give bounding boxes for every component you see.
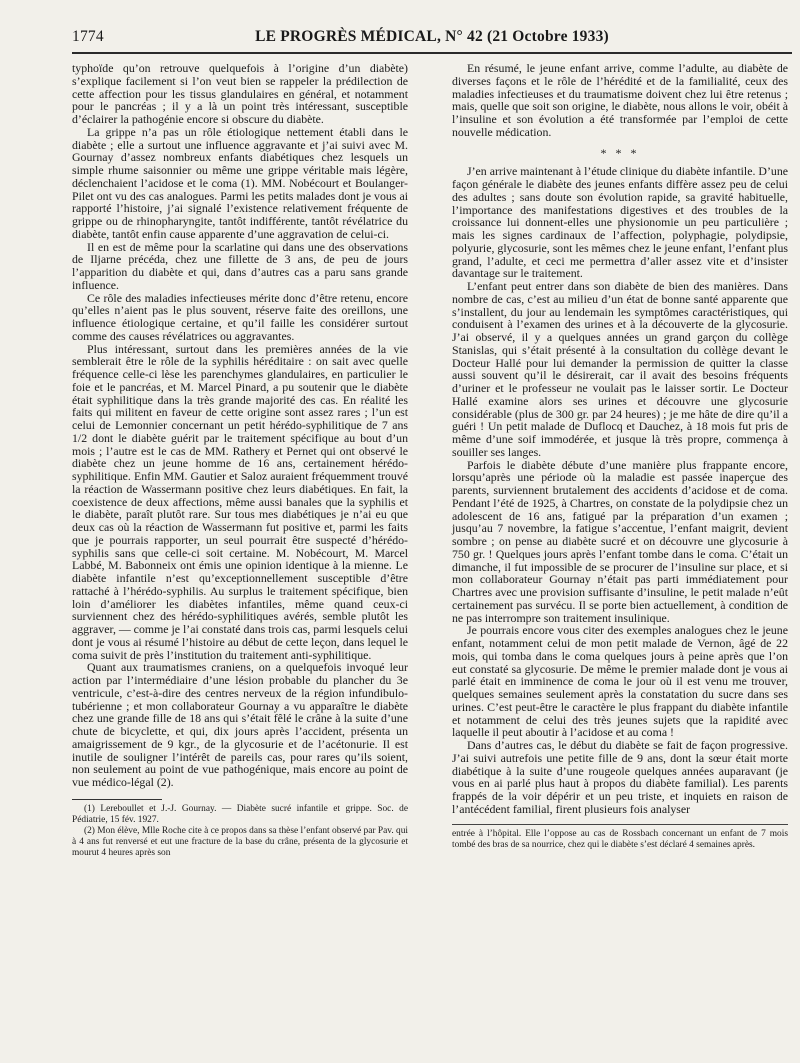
section-break-stars: * * *: [600, 145, 640, 160]
journal-name: LE PROGRÈS MÉDICAL,: [255, 28, 442, 45]
paragraph: En résumé, le jeune enfant arrive, comme l’adulte, au diabète de diverses façons et le rôle de l’hérédité et de la familialité, ceux des maladies infectieuses et du traumatisme doivent chez lui être retenus ; mais, quelle que soit son origine, le diabète, nous allons le voir, obéit à l’insuline et son évolution a été transformée par l’emploi de cette nouvelle médication.: [452, 61, 788, 139]
footnote-rule: [72, 799, 162, 800]
right-column: [452, 62, 788, 851]
paragraph: Plus intéressant, surtout dans les premières années de la vie semblerait être le rôle de la syphilis héréditaire : on sait avec quelle fréquence celle-ci lèse les parenchymes glandulaires, en particulier le foie et le pancréas, et M. Marcel Pinard, a pu soutenir que le diabète était syphilitique dans la très grande majorité des cas. En réalité les faits qui militent en faveur de cette origine sont assez rares ; l’un est celui de Lemonnier concernant un petit hérédo-syphilitique de 7 ans 1/2 dont le diabète guérit par le traitement spécifique au bout d’un mois ; l’autre est le cas de MM. Rathery et Pernet qui ont observé le diabète chez un jeune homme de 16 ans, certainement hérédo-syphilitique. Enfin MM. Gautier et Saloz auraient fréquemment trouvé la réaction de Wassermann positive chez leurs diabétiques. En fait, la coexistence de deux affections, même aussi banales que la syphilis et le diabète, paraît plutôt rare. Sur tous mes diabétiques je n’ai eu que deux cas où la réaction de Wassermann fut positive et, parmi les faits que je pourrais rapporter, un seul pourrait être suspecté d’hérédo-syphilis sans que celle-ci soit certaine. M. Nobécourt, M. Marcel Labbé, M. Babonneix ont émis une opinion identique à la mienne. Le diabète infantile n’est qu’exceptionnellement susceptible d’être rattaché à l’hérédo-syphilis. Au surplus le traitement spécifique, bien loin d’améliorer les diabètes infantiles, même quand ceux-ci surviennent chez des hérédo-syphilitiques avérés, semble plutôt les aggraver, — comme je l’ai constaté dans trois cas, parmi lesquels celui dont je vous ai résumé l’histoire au début de cette leçon, dans lequel le coma suivit de près l’institution du traitement anti-syphilitique.: [72, 341, 408, 662]
paragraph: Dans d’autres cas, le début du diabète se fait de façon progressive. J’ai suivi autrefois une petite fille de 9 ans, dont la sœur était morte diabétique à la suite d’une rougeole quelques années auparavant (je vous en ai parlé plus haut à propos du diabète familial). Les parents frappés de la voir dépérir et un peu triste, et inquiets en raison de l’antécédent familial, firent plusieurs fois analyser: [452, 738, 788, 816]
footnote: entrée à l’hôpital. Elle l’oppose au cas de Rossbach concernant un enfant de 7 mois tombé des bras de sa nourrice, chez qui le diabète s’est déclaré 4 semaines après.: [452, 828, 788, 850]
paragraph: La grippe n’a pas un rôle étiologique nettement établi dans le diabète ; elle a surtout une influence aggravante et j’ai suivi avec M. Gournay d’assez nombreux enfants diabétiques chez lesquels un simple rhume saisonnier ou même une grippe véritable mais légère, déclenchaient l’acidose et le coma (1). MM. Nobécourt et Boulanger-Pilet ont vu des cas analogues. Parmi les petits malades dont je vous ai rapporté l’histoire, j’ai signalé l’existence relativement fréquente de grippe ou de rhinopharyngite, tantôt indifférente, tantôt révélatrice du diabète, tantôt enfin cause apparente d’une aggravation de celui-ci.: [72, 124, 408, 241]
footnote-continued: [452, 829, 788, 851]
footnotes: [72, 804, 408, 859]
paragraph: Il en est de même pour la scarlatine qui dans une des observations de Iljarne précéda, chez une fillette de 3 ans, de peu de jours l’apparition du diabète et qui, dans d’autres cas a paru sans grande influence.: [72, 239, 408, 292]
page-header: [72, 26, 792, 48]
paragraph: L’enfant peut entrer dans son diabète de bien des manières. Dans nombre de cas, c’est au milieu d’un état de bonne santé apparente que s’installent, du jour au lendemain les symptômes caractéristiques, qui conduisent à l’examen des urines et à la découverte de la glycosurie. J’ai observé, il y a quelques années un grand garçon du collège Stanislas, qui s’était présenté à la consultation du collège devant le Docteur Hallé pour lui demander la permission de quitter la classe aussi souvent qu’il le désirerait, car il avait des besoins fréquents d’uriner et le professeur ne voulait pas le laisser sortir. Le Docteur Hallé examine alors ses urines et découvre une glycosurie considérable (plus de 300 gr. par 24 heures) ; je me hâte de dire qu’il a guéri ! Un petit malade de Duflocq et Dauchez, à 18 mois fut pris de même d’une soif immodérée, et jusque là très propre, commença à souiller ses langes.: [452, 279, 788, 459]
issue-label: N° 42 (21 Octobre 1933): [445, 28, 609, 45]
left-column: [72, 62, 408, 859]
paragraph: Quant aux traumatismes craniens, on a quelquefois invoqué leur action par l’intermédiaire d’une lésion probable du plancher du 3e ventricule, c’est-à-dire des centres nerveux de la région infundibulo-tubérienne ; et mon collaborateur Gournay a vu apparaître le diabète chez une grande fille de 18 ans qui s’était fêlé le crâne à la suite d’une chute de bicyclette, et qui, dix jours après l’accident, présenta un amaigrissement de 9 kgr., de la glycosurie et de l’acétonurie. Il est inutile de souligner l’intérêt de pareils cas, pour rares qu’ils soient, non seulement au point de vue pathogénique, mais encore au point de vue médico-légal (2).: [72, 660, 408, 789]
paragraph: J’en arrive maintenant à l’étude clinique du diabète infantile. D’une façon générale le diabète des jeunes enfants diffère assez peu de celui des adultes ; sans doute son évolution rapide, sa gravité habituelle, l’importance des manifestations digestives et des troubles de la croissance lui donnent-elles une physionomie un peu particulière ; mais les signes cardinaux de l’affection, polyphagie, polydipsie, polyurie, glycosurie, sont les mêmes chez le jeune enfant, l’enfant plus grand, l’adulte, et ceci me permettra d’aller assez vite et d’insister davantage sur le traitement.: [452, 164, 788, 281]
paragraph: typhoïde qu’on retrouve quelquefois à l’origine d’un diabète) s’explique facilement si l’on veut bien se rappeler la prédilection de cette affection pour les tissus glandulaires en général, et notamment pour le pancréas ; il y a là un point très intéressant, susceptible d’éclairer la pathogénie encore si obscure du diabète.: [72, 61, 408, 126]
running-title: [72, 28, 792, 46]
footnote-rule: [452, 824, 788, 825]
paragraph: Parfois le diabète débute d’une manière plus frappante encore, lorsqu’après une période où la maladie est passée inaperçue des parents, surviennent brutalement des accidents d’acidose et de coma. Pendant l’été de 1925, à Chartres, on constate de la polydipsie chez un adolescent de 16 ans, fatigué par la préparation d’un examen ; jusqu’au 7 novembre, la fatigue s’accentue, l’enfant maigrit, devient sombre ; on pense au diabète sucré et on découvre une glycosurie à 750 gr. ! Quelques jours après l’enfant tombe dans le coma. C’était un dimanche, il fut impossible de se procurer de l’insuline sur place, et si mon collaborateur Gournay n’était pas parti immédiatement pour Chartres avec une provision suffisante d’insuline, le petit malade n’eût certainement pas survécu. Il se porte bien actuellement, à condition de ne pas interrompre son traitement insulinique.: [452, 457, 788, 625]
header-rule: [72, 52, 792, 54]
paragraph: Ce rôle des maladies infectieuses mérite donc d’être retenu, encore qu’elles n’aient pas le plus souvent, réserve faite des oreillons, une influence étiologique certaine, et qu’il faille les considérer surtout comme des causes révélatrices ou aggravantes.: [72, 290, 408, 343]
footnote: (1) Lereboullet et J.-J. Gournay. — Diabète sucré infantile et grippe. Soc. de Pédiatrie, 15 fév. 1927.: [72, 803, 408, 825]
footnote: (2) Mon élève, Mlle Roche cite à ce propos dans sa thèse l’enfant observé par Pav. qui à 4 ans fut renversé et eut une fracture de la base du crâne, présenta de la glycosurie et mourut 4 heures après son: [72, 825, 408, 859]
paragraph: Je pourrais encore vous citer des exemples analogues chez le jeune enfant, notamment celui de mon petit malade de Vernon, âgé de 22 mois, qui tomba dans le coma quelques jours à peine après que l’on eut constaté sa glycosurie. De même le premier malade dont je vous ai parlé était en imminence de coma le jour où il est venu me trouver, quelques semaines seulement après la constatation du sucre dans ses urines. C’est peut-être le caractère le plus frappant du diabète infantile et notamment de celui des très jeunes sujets que la rapidité avec laquelle il peut aboutir à l’acidose et au coma !: [452, 623, 788, 740]
page-number: 1774: [72, 28, 104, 45]
